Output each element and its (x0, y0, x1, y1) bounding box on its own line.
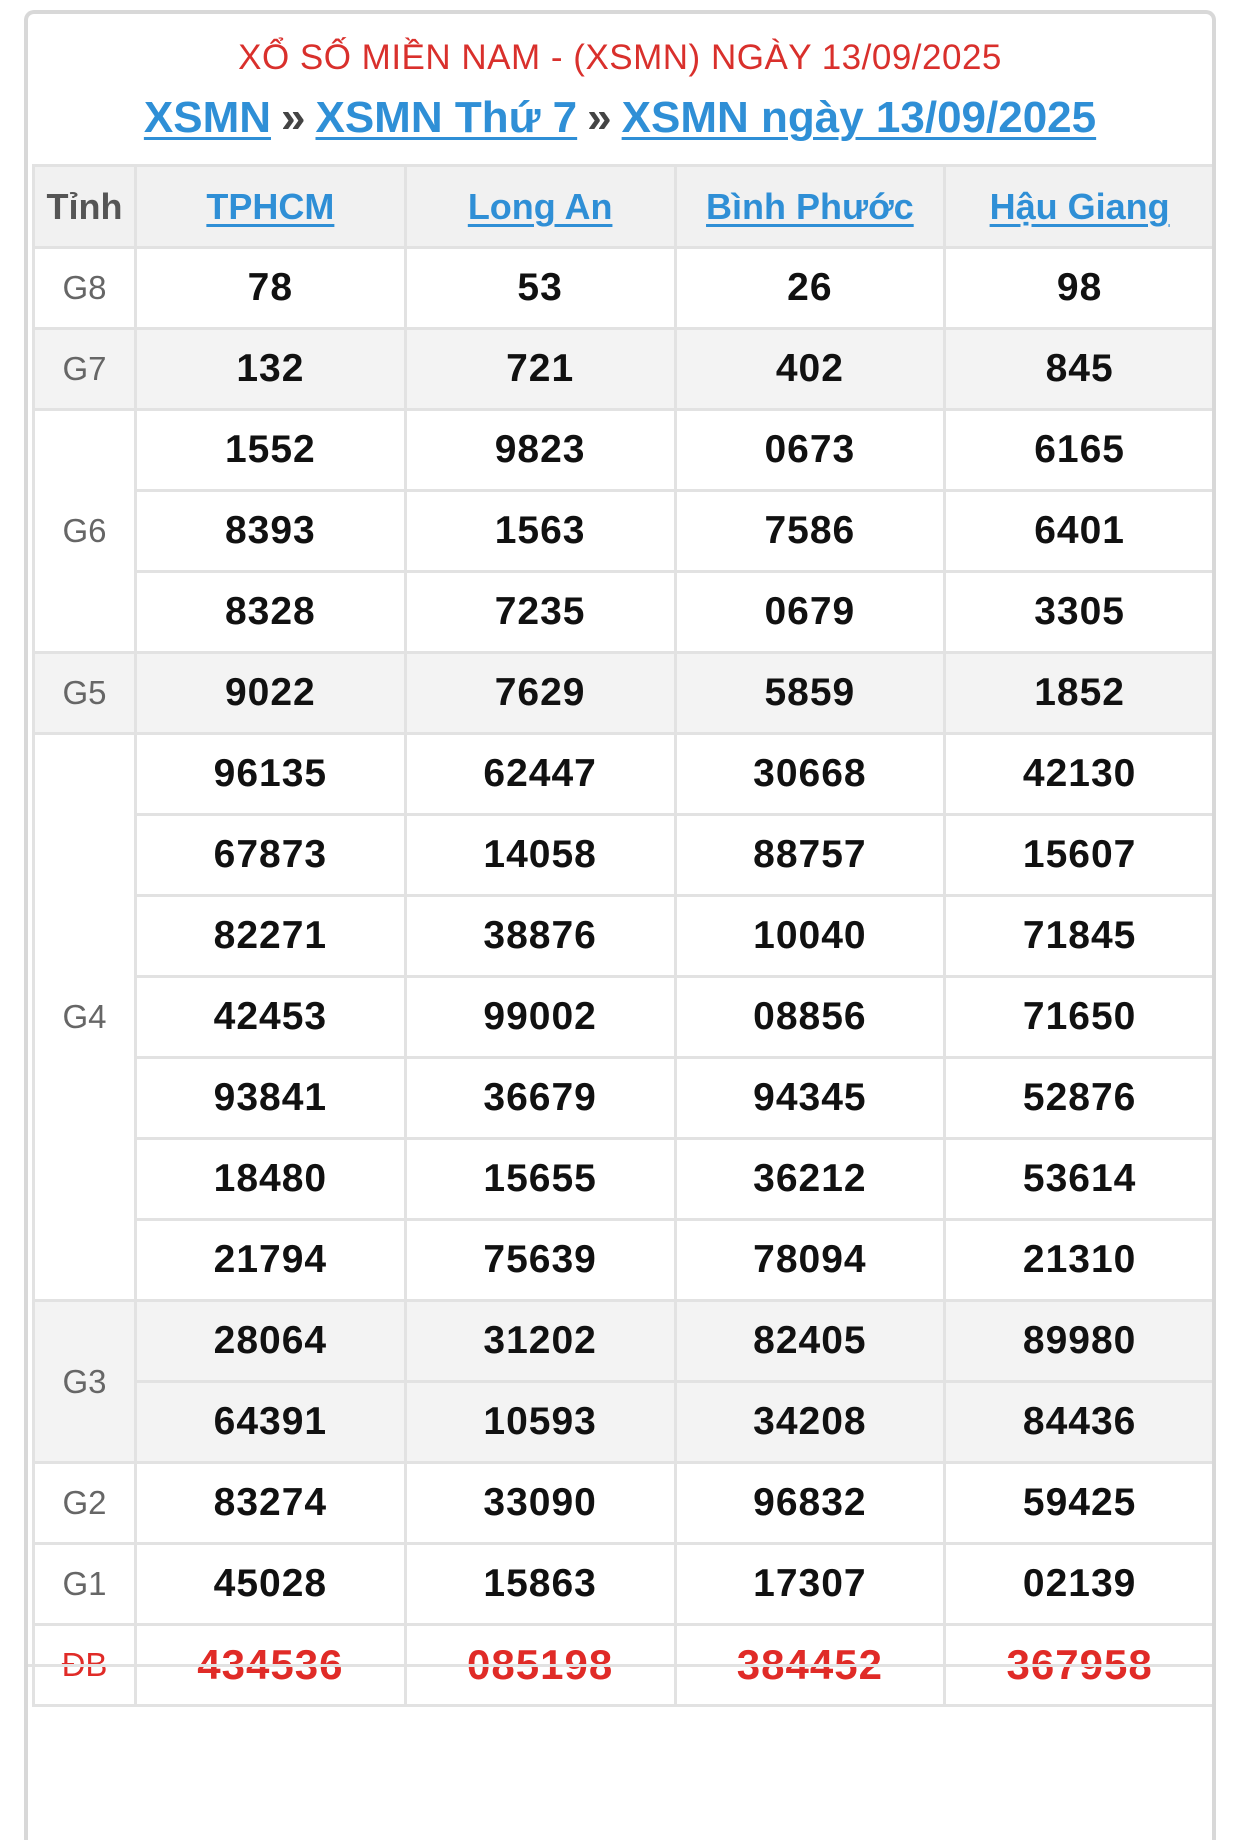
result-number: 6401 (945, 491, 1215, 572)
result-number: 38876 (405, 896, 675, 977)
result-number: 53 (405, 248, 675, 329)
table-row (34, 572, 1215, 653)
result-number: 15863 (405, 1544, 675, 1625)
result-number: 42453 (136, 977, 406, 1058)
result-number: 26 (675, 248, 945, 329)
result-number: 402 (675, 329, 945, 410)
result-number: 75639 (405, 1220, 675, 1301)
result-number: 82271 (136, 896, 406, 977)
result-number: 64391 (136, 1382, 406, 1463)
page-title: XỔ SỐ MIỀN NAM - (XSMN) NGÀY 13/09/2025 (238, 38, 1002, 77)
result-number: 17307 (675, 1544, 945, 1625)
table-footer-strip (28, 1664, 1212, 1707)
result-number: 98 (945, 248, 1215, 329)
result-number: 0679 (675, 572, 945, 653)
result-number: 82405 (675, 1301, 945, 1382)
result-number: 085198 (405, 1625, 675, 1706)
result-number: 845 (945, 329, 1215, 410)
result-number: 15655 (405, 1139, 675, 1220)
result-number: 384452 (675, 1625, 945, 1706)
result-number: 52876 (945, 1058, 1215, 1139)
table-row (34, 329, 1215, 410)
result-number: 3305 (945, 572, 1215, 653)
results-body (34, 248, 1215, 1706)
table-row (34, 491, 1215, 572)
table-row (34, 653, 1215, 734)
table-row (34, 815, 1215, 896)
result-number: 88757 (675, 815, 945, 896)
result-number: 21794 (136, 1220, 406, 1301)
result-number: 7629 (405, 653, 675, 734)
breadcrumb (28, 92, 1212, 144)
province-link-binh-phuoc[interactable]: Bình Phước (706, 185, 914, 227)
result-number: 1563 (405, 491, 675, 572)
result-number: 42130 (945, 734, 1215, 815)
result-number: 96832 (675, 1463, 945, 1544)
result-number: 132 (136, 329, 406, 410)
prize-label: G1 (34, 1544, 136, 1625)
table-header-row (34, 166, 1215, 248)
result-number: 30668 (675, 734, 945, 815)
prize-label: G6 (34, 410, 136, 653)
prize-label: G2 (34, 1463, 136, 1544)
province-header (945, 166, 1215, 248)
result-number: 84436 (945, 1382, 1215, 1463)
breadcrumb-link-date[interactable]: XSMN ngày 13/09/2025 (621, 93, 1097, 142)
results-table (32, 164, 1216, 1707)
results-card (24, 10, 1216, 1840)
province-link-long-an[interactable]: Long An (467, 185, 613, 227)
table-row (34, 1463, 1215, 1544)
table-row (34, 1301, 1215, 1382)
result-number: 28064 (136, 1301, 406, 1382)
result-number: 02139 (945, 1544, 1215, 1625)
table-row (34, 734, 1215, 815)
result-number: 67873 (136, 815, 406, 896)
result-number: 83274 (136, 1463, 406, 1544)
result-number: 33090 (405, 1463, 675, 1544)
result-number: 1852 (945, 653, 1215, 734)
result-number: 18480 (136, 1139, 406, 1220)
prize-label: G3 (34, 1301, 136, 1463)
result-number: 78 (136, 248, 406, 329)
breadcrumb-separator: » (281, 93, 306, 142)
table-row (34, 896, 1215, 977)
province-column-label: Tỉnh (34, 166, 136, 248)
province-header (675, 166, 945, 248)
prize-label: G4 (34, 734, 136, 1301)
result-number: 36679 (405, 1058, 675, 1139)
result-number: 7235 (405, 572, 675, 653)
table-row (34, 1058, 1215, 1139)
result-number: 9022 (136, 653, 406, 734)
result-number: 367958 (945, 1625, 1215, 1706)
result-number: 9823 (405, 410, 675, 491)
table-row (34, 248, 1215, 329)
prize-label: ĐB (34, 1625, 136, 1706)
province-link-hau-giang[interactable]: Hậu Giang (989, 185, 1170, 227)
result-number: 1552 (136, 410, 406, 491)
result-number: 14058 (405, 815, 675, 896)
result-number: 0673 (675, 410, 945, 491)
table-row (34, 1544, 1215, 1625)
table-row (34, 410, 1215, 491)
result-number: 71650 (945, 977, 1215, 1058)
result-number: 59425 (945, 1463, 1215, 1544)
result-number: 99002 (405, 977, 675, 1058)
table-row (34, 977, 1215, 1058)
prize-label: G8 (34, 248, 136, 329)
table-row (34, 1220, 1215, 1301)
result-number: 7586 (675, 491, 945, 572)
result-number: 53614 (945, 1139, 1215, 1220)
table-row (34, 1382, 1215, 1463)
result-number: 721 (405, 329, 675, 410)
result-number: 8328 (136, 572, 406, 653)
result-number: 78094 (675, 1220, 945, 1301)
breadcrumb-link-xsmn[interactable]: XSMN (143, 93, 271, 142)
result-number: 62447 (405, 734, 675, 815)
result-number: 36212 (675, 1139, 945, 1220)
result-number: 94345 (675, 1058, 945, 1139)
province-header (405, 166, 675, 248)
result-number: 31202 (405, 1301, 675, 1382)
table-row (34, 1139, 1215, 1220)
result-number: 10040 (675, 896, 945, 977)
result-number: 434536 (136, 1625, 406, 1706)
breadcrumb-link-weekday[interactable]: XSMN Thứ 7 (315, 93, 578, 142)
results-header (28, 14, 1212, 164)
result-number: 5859 (675, 653, 945, 734)
result-number: 45028 (136, 1544, 406, 1625)
result-number: 71845 (945, 896, 1215, 977)
result-number: 34208 (675, 1382, 945, 1463)
result-number: 89980 (945, 1301, 1215, 1382)
result-number: 10593 (405, 1382, 675, 1463)
result-number: 08856 (675, 977, 945, 1058)
prize-label: G5 (34, 653, 136, 734)
breadcrumb-separator: » (587, 93, 612, 142)
result-number: 8393 (136, 491, 406, 572)
result-number: 21310 (945, 1220, 1215, 1301)
prize-label: G7 (34, 329, 136, 410)
province-header (136, 166, 406, 248)
result-number: 15607 (945, 815, 1215, 896)
result-number: 96135 (136, 734, 406, 815)
result-number: 6165 (945, 410, 1215, 491)
result-number: 93841 (136, 1058, 406, 1139)
province-link-tphcm[interactable]: TPHCM (206, 185, 335, 227)
